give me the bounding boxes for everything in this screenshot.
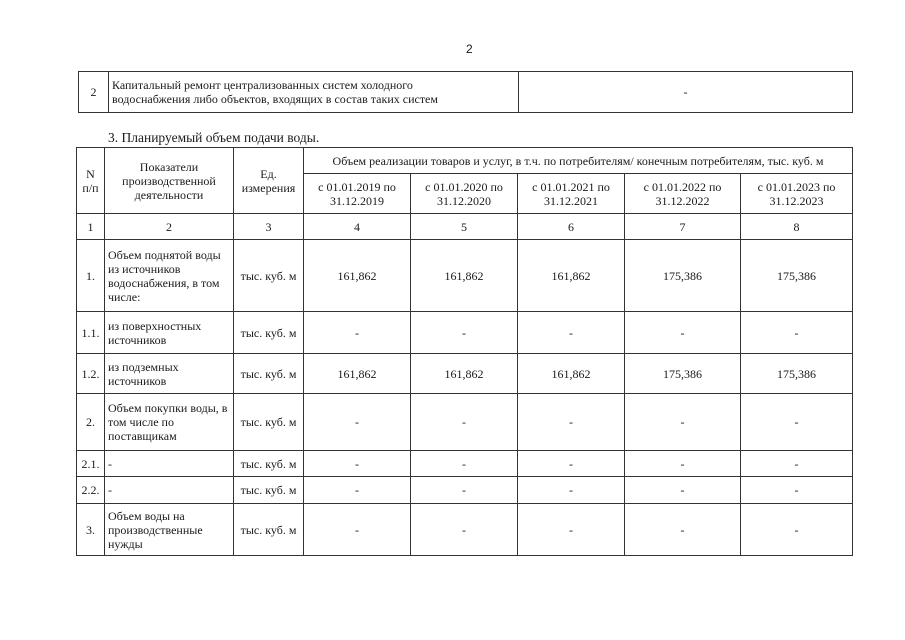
row-unit: тыс. куб. м: [234, 394, 304, 451]
water-supply-table: [76, 147, 853, 556]
page-number: 2: [466, 42, 473, 56]
row-value: 175,386: [625, 354, 741, 394]
header-unit: Ед. измерения: [234, 148, 304, 214]
period-header: с 01.01.2023 по 31.12.2023: [741, 174, 853, 214]
row-indicator: Объем покупки воды, в том числе по поставщикам: [105, 394, 234, 451]
row-value: -: [304, 312, 411, 354]
repair-description-line-1: Капитальный ремонт централизованных систем холодного: [112, 78, 413, 92]
row-value: -: [741, 312, 853, 354]
period-header: с 01.01.2019 по 31.12.2019: [304, 174, 411, 214]
row-value: -: [304, 451, 411, 477]
row-value: 161,862: [411, 240, 518, 312]
row-value: -: [304, 477, 411, 504]
row-unit: тыс. куб. м: [234, 504, 304, 556]
row-value: 175,386: [741, 240, 853, 312]
table-row: [77, 451, 853, 477]
row-number: 3.: [77, 504, 105, 556]
column-number-row: [77, 214, 853, 240]
repair-row-number: 2: [79, 72, 109, 113]
column-number: 1: [77, 214, 105, 240]
header-row: [77, 148, 853, 174]
row-value: -: [625, 477, 741, 504]
row-indicator: из поверхностных источников: [105, 312, 234, 354]
row-number: 2.: [77, 394, 105, 451]
row-indicator: Объем поднятой воды из источников водоснабжения, в том числе:: [105, 240, 234, 312]
row-value: -: [625, 394, 741, 451]
table-row: [77, 240, 853, 312]
row-number: 2.2.: [77, 477, 105, 504]
period-header: с 01.01.2020 по 31.12.2020: [411, 174, 518, 214]
column-number: 2: [105, 214, 234, 240]
row-value: -: [411, 312, 518, 354]
row-unit: тыс. куб. м: [234, 354, 304, 394]
period-header: с 01.01.2021 по 31.12.2021: [518, 174, 625, 214]
row-value: 175,386: [741, 354, 853, 394]
header-indicator: Показатели производственной деятельности: [105, 148, 234, 214]
row-value: -: [625, 504, 741, 556]
header-num: N п/п: [77, 148, 105, 214]
column-number: 5: [411, 214, 518, 240]
row-value: -: [741, 451, 853, 477]
row-value: -: [518, 451, 625, 477]
row-unit: тыс. куб. м: [234, 312, 304, 354]
row-indicator: Объем воды на производственные нужды: [105, 504, 234, 556]
row-value: -: [411, 477, 518, 504]
row-value: -: [625, 312, 741, 354]
repair-row-value: -: [519, 72, 853, 113]
repair-table: [78, 71, 853, 113]
row-value: -: [411, 504, 518, 556]
row-unit: тыс. куб. м: [234, 240, 304, 312]
row-value: 161,862: [304, 354, 411, 394]
row-unit: тыс. куб. м: [234, 477, 304, 504]
table-row: [77, 504, 853, 556]
row-value: -: [518, 394, 625, 451]
row-value: -: [741, 504, 853, 556]
repair-description-line-2: водоснабжения либо объектов, входящих в состав таких систем: [112, 92, 438, 106]
row-value: -: [304, 394, 411, 451]
row-value: -: [741, 394, 853, 451]
row-value: 161,862: [518, 240, 625, 312]
row-indicator: из подземных источников: [105, 354, 234, 394]
row-value: -: [518, 312, 625, 354]
column-number: 3: [234, 214, 304, 240]
row-number: 1.: [77, 240, 105, 312]
row-value: -: [625, 451, 741, 477]
row-indicator: -: [105, 451, 234, 477]
row-value: 161,862: [518, 354, 625, 394]
row-indicator: -: [105, 477, 234, 504]
row-value: -: [304, 504, 411, 556]
column-number: 6: [518, 214, 625, 240]
section-heading: 3. Планируемый объем подачи воды.: [108, 130, 320, 145]
table-row: [77, 312, 853, 354]
header-volume-group: Объем реализации товаров и услуг, в т.ч. по потребителям/ конечным потребителям, тыс. куб. м: [304, 148, 853, 174]
row-value: -: [411, 394, 518, 451]
repair-row-description: [109, 72, 519, 113]
column-number: 7: [625, 214, 741, 240]
row-unit: тыс. куб. м: [234, 451, 304, 477]
repair-row: [79, 72, 853, 113]
row-value: -: [741, 477, 853, 504]
row-number: 2.1.: [77, 451, 105, 477]
table-row: [77, 394, 853, 451]
row-value: 161,862: [411, 354, 518, 394]
row-value: 161,862: [304, 240, 411, 312]
row-value: -: [411, 451, 518, 477]
row-value: -: [518, 477, 625, 504]
column-number: 4: [304, 214, 411, 240]
row-value: -: [518, 504, 625, 556]
column-number: 8: [741, 214, 853, 240]
period-header: с 01.01.2022 по 31.12.2022: [625, 174, 741, 214]
row-number: 1.2.: [77, 354, 105, 394]
table-row: [77, 354, 853, 394]
table-row: [77, 477, 853, 504]
row-value: 175,386: [625, 240, 741, 312]
row-number: 1.1.: [77, 312, 105, 354]
